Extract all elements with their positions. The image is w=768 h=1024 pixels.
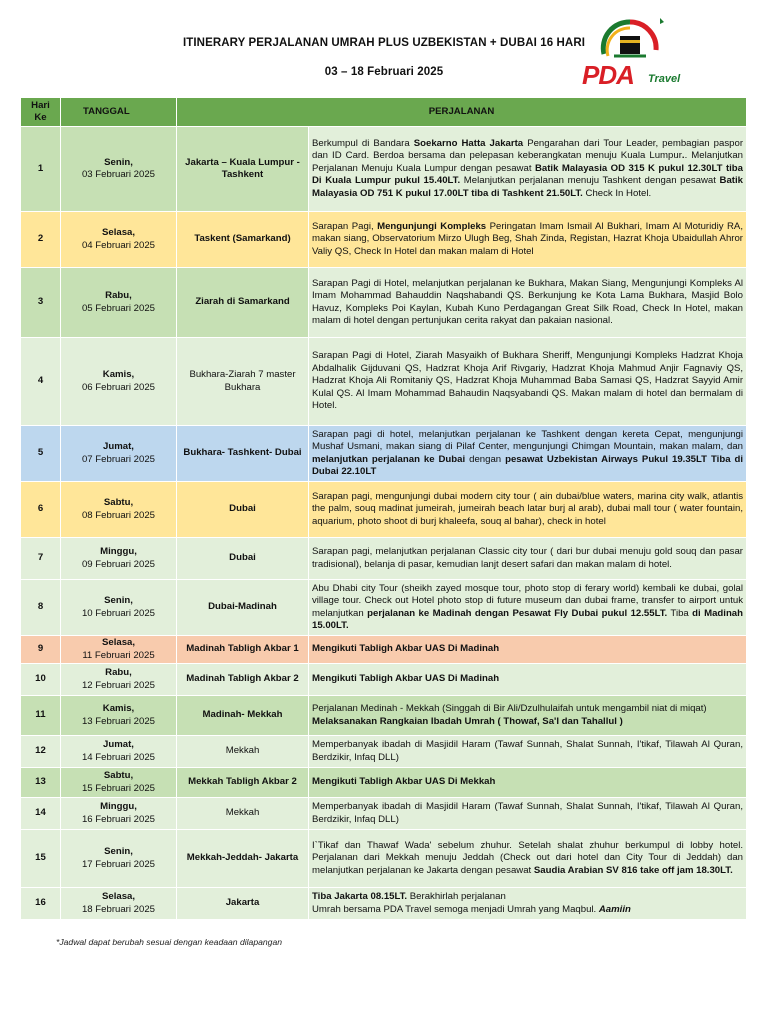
date: 10 Februari 2025	[81, 607, 156, 619]
date: 04 Februari 2025	[81, 239, 156, 251]
date: 11 Februari 2025	[82, 649, 155, 661]
table-row	[21, 736, 747, 768]
weekday: Selasa,	[101, 637, 136, 649]
weekday: Sabtu,	[103, 497, 134, 509]
document-title: ITINERARY PERJALANAN UMRAH PLUS UZBEKISTAN + DUBAI 16 HARI	[182, 37, 586, 49]
table-row	[21, 830, 747, 888]
date-cell	[61, 768, 177, 798]
date-cell	[61, 426, 177, 482]
weekday: Minggu,	[100, 546, 137, 558]
table-row	[21, 696, 747, 736]
day-number: 7	[21, 538, 61, 580]
day-number: 12	[21, 736, 61, 768]
date-cell	[61, 830, 177, 888]
day-number: 4	[21, 338, 61, 426]
date-cell	[61, 127, 177, 212]
description-cell: Sarapan Pagi, Mengunjungi Kompleks Peringatan Imam Ismail Al Bukhari, Imam Al Moturidiy RA, makan siang, Observatorium Mirzo Ulugh Beg, Shah Zinda, Registan, Hazrat Khoja Ubaidullah Ahror Valiy QS, Check In Hotel dan makan malam di Hotel	[309, 212, 747, 268]
route-cell: Jakarta	[177, 888, 309, 920]
description-cell: I`Tikaf dan Thawaf Wada' sebelum zhuhur. Setelah shalat zhuhur berkumpul di lobby hotel. Perjalanan dari Mekkah menuju Jeddah (Check out dari hotel dan City Tour di Jeddah) dan melanjutkan perjalanan ke Jakarta dengan pesawat Saudia Arabian SV 816 take off jam 18.30LT.	[309, 830, 747, 888]
logo-subtext: Travel	[648, 73, 681, 85]
weekday: Sabtu,	[103, 770, 134, 782]
route-cell: Madinah- Mekkah	[177, 696, 309, 736]
description-cell: Berkumpul di Bandara Soekarno Hatta Jakarta Pengarahan dari Tour Leader, pembagian paspor dan ID Card. Berdoa bersama dan pelepasan keberangkatan menuju Kuala Lumpur.. Melanjutkan Perjalanan Menuju Kuala Lumpur dengan pesawat Batik Malayasia OD 315 K pukul 12.30LT tiba Di Kuala Lumpur pukul 15.40LT. Melanjutkan perjalanan menuju Tashkent dengan pesawat Batik Malayasia OD 751 K pukul 17.00LT tiba di Tashkent 21.50LT. Check In Hotel.	[309, 127, 747, 212]
table-row	[21, 888, 747, 920]
description-cell: Memperbanyak ibadah di Masjidil Haram (Tawaf Sunnah, Shalat Sunnah, I'tikaf, Tilawah Al Quran, Berdzikir, Infaq DLL)	[309, 736, 747, 768]
date: 13 Februari 2025	[81, 715, 156, 727]
date-cell	[61, 338, 177, 426]
weekday: Senin,	[104, 156, 133, 168]
description-cell: Mengikuti Tabligh Akbar UAS Di Madinah	[309, 636, 747, 664]
route-cell: Bukhara-Ziarah 7 master Bukhara	[177, 338, 309, 426]
weekday: Minggu,	[100, 801, 137, 813]
description-cell: Mengikuti Tabligh Akbar UAS Di Madinah	[309, 664, 747, 696]
day-number: 5	[21, 426, 61, 482]
date: 03 Februari 2025	[81, 169, 156, 180]
date-cell	[61, 636, 177, 664]
description-cell: Sarapan pagi di hotel, melanjutkan perjalanan ke Tashkent dengan kereta Cepat, mengunjungi Mushaf Usmani, makan siang di Pilaf Center, mengunjungi Chimgan Mountain, makan malam, dan melanjutkan perjalanan ke Dubai dengan pesawat Uzbekistan Airways Pukul 19.35LT Tiba di Dubai 22.10LT	[309, 426, 747, 482]
description-cell: Sarapan pagi, melanjutkan perjalanan Classic city tour ( dari bur dubai menuju gold souq dan pasar tradisional), belanja di pasar, kemudian lanjt desert safari dan makan malam di hotel.	[309, 538, 747, 580]
table-header-row	[21, 98, 747, 127]
date: 15 Februari 2025	[81, 782, 156, 794]
day-number: 14	[21, 798, 61, 830]
day-number: 1	[21, 127, 61, 212]
itinerary-table	[20, 97, 747, 920]
date: 18 Februari 2025	[81, 903, 156, 915]
date-cell	[61, 696, 177, 736]
table-row	[21, 798, 747, 830]
table-row	[21, 127, 747, 212]
table-row	[21, 482, 747, 538]
date: 07 Februari 2025	[81, 453, 156, 465]
date-cell	[61, 538, 177, 580]
route-cell: Dubai-Madinah	[177, 580, 309, 636]
table-row	[21, 580, 747, 636]
date-cell	[61, 268, 177, 338]
document-header	[0, 0, 768, 96]
date-cell	[61, 482, 177, 538]
table-row	[21, 338, 747, 426]
day-number: 15	[21, 830, 61, 888]
date: 17 Februari 2025	[81, 858, 156, 870]
route-cell: Mekkah	[177, 798, 309, 830]
day-number: 13	[21, 768, 61, 798]
description-cell: Perjalanan Medinah - Mekkah (Singgah di Bir Ali/Dzulhulaifah untuk mengambil niat di miqat) Melaksanakan Rangkaian Ibadah Umrah ( Thowaf, Sa'I dan Tahallul )	[309, 696, 747, 736]
table-row	[21, 268, 747, 338]
date: 09 Februari 2025	[81, 558, 156, 570]
route-cell: Mekkah Tabligh Akbar 2	[177, 768, 309, 798]
date: 06 Februari 2025	[81, 381, 156, 393]
date-cell	[61, 580, 177, 636]
date: 05 Februari 2025	[81, 302, 156, 314]
header-day: Hari Ke	[21, 98, 61, 127]
route-cell: Bukhara- Tashkent- Dubai	[177, 426, 309, 482]
date-cell	[61, 888, 177, 920]
date-cell	[61, 664, 177, 696]
description-cell: Sarapan Pagi di Hotel, Ziarah Masyaikh of Bukhara Sheriff, Mengunjungi Kompleks Hadzrat Khoja Abdalhalik Gijduvani QS, Hadzrat Khoja Arif Rivgariy, Hadzrat Khoja Mahmud Anjir Fagnaviy QS, Hadzrat Khoja Ali Romitaniy QS, Hadzrat Khoja Muhammad Baba Samasi QS, Hadzrat Sayyid Amir Kulal QS. Al Imam Mohammad Bahaudin Naqsyabandi QS. Makan malam di hotel dan bermalam di Hotel.	[309, 338, 747, 426]
table-row	[21, 212, 747, 268]
description-cell: Sarapan Pagi di Hotel, melanjutkan perjalanan ke Bukhara, Makan Siang, Mengunjungi Kompleks Al Imam Mohammad Bahauddin Naqshabandi QS. Berkunjung ke Kota Lama Bukhara, Masjid Bolo Havuz, Kompleks Poi Kaylan, Kubah Kuno Perdagangan Great Silk Road, Check In Hotel, makan malam di hotel dengan pertunjukan cerita rakyat dan pakaian nasional.	[309, 268, 747, 338]
date-cell	[61, 798, 177, 830]
weekday: Senin,	[104, 846, 133, 858]
date: 08 Februari 2025	[81, 509, 156, 521]
weekday: Senin,	[104, 595, 133, 607]
day-number: 16	[21, 888, 61, 920]
document-dates: 03 – 18 Februari 2025	[324, 66, 444, 78]
weekday: Jumat,	[103, 441, 134, 453]
day-number: 8	[21, 580, 61, 636]
day-number: 11	[21, 696, 61, 736]
description-cell: Memperbanyak ibadah di Masjidil Haram (Tawaf Sunnah, Shalat Sunnah, I'tikaf, Tilawah Al Quran, Berdzikir, Infaq DLL)	[309, 798, 747, 830]
description-cell: Sarapan pagi, mengunjungi dubai modern city tour ( ain dubai/blue waters, marina city walk, atlantis the palm, souq madinat jumeirah, jumeirah beach latar burj al arab), dubai mall tour ( water fountain, aquarium, photo shoot di burj khaleefa, souq al bahar), check in hotel	[309, 482, 747, 538]
weekday: Kamis,	[102, 369, 135, 381]
route-cell: Dubai	[177, 538, 309, 580]
description-cell: Abu Dhabi city Tour (sheikh zayed mosque tour, photo stop di ferary world) kembali ke dubai, golal village tour. Check out Hotel photo stop di future museum dan dubai frame, transfer to airport untuk melanjutkan perjalanan ke Madinah dengan Pesawat Fly Dubai pukul 12.55LT. Tiba di Madinah 15.00LT.	[309, 580, 747, 636]
date-cell	[61, 736, 177, 768]
route-cell: Mekkah-Jeddah- Jakarta	[177, 830, 309, 888]
route-cell: Madinah Tabligh Akbar 1	[177, 636, 309, 664]
description-cell: Tiba Jakarta 08.15LT. Berakhirlah perjalanan Umrah bersama PDA Travel semoga menjadi Umrah yang Maqbul. Aamiin	[309, 888, 747, 920]
header-trip: PERJALANAN	[177, 98, 747, 127]
weekday: Selasa,	[101, 227, 136, 239]
day-number: 2	[21, 212, 61, 268]
route-cell: Ziarah di Samarkand	[177, 268, 309, 338]
route-cell: Jakarta – Kuala Lumpur - Tashkent	[177, 127, 309, 212]
weekday: Rabu,	[105, 667, 132, 679]
date: 14 Februari 2025	[81, 751, 156, 763]
weekday: Selasa,	[101, 891, 136, 903]
header-date: TANGGAL	[61, 98, 177, 127]
route-cell: Mekkah	[177, 736, 309, 768]
table-row	[21, 768, 747, 798]
weekday: Rabu,	[105, 290, 132, 302]
route-cell: Taskent (Samarkand)	[177, 212, 309, 268]
table-row	[21, 426, 747, 482]
footnote: *Jadwal dapat berubah sesuai dengan keadaan dilapangan	[56, 937, 283, 947]
logo-brand: PDA	[582, 60, 634, 90]
day-number: 3	[21, 268, 61, 338]
table-row	[21, 636, 747, 664]
weekday: Jumat,	[103, 739, 134, 751]
weekday: Kamis,	[102, 703, 135, 715]
table-row	[21, 538, 747, 580]
day-number: 9	[21, 636, 61, 664]
description-cell: Mengikuti Tabligh Akbar UAS Di Mekkah	[309, 768, 747, 798]
date-cell	[61, 212, 177, 268]
pda-travel-logo	[578, 14, 696, 94]
date: 16 Februari 2025	[81, 813, 156, 825]
date: 12 Februari 2025	[81, 679, 156, 691]
table-row	[21, 664, 747, 696]
day-number: 6	[21, 482, 61, 538]
route-cell: Madinah Tabligh Akbar 2	[177, 664, 309, 696]
day-number: 10	[21, 664, 61, 696]
route-cell: Dubai	[177, 482, 309, 538]
